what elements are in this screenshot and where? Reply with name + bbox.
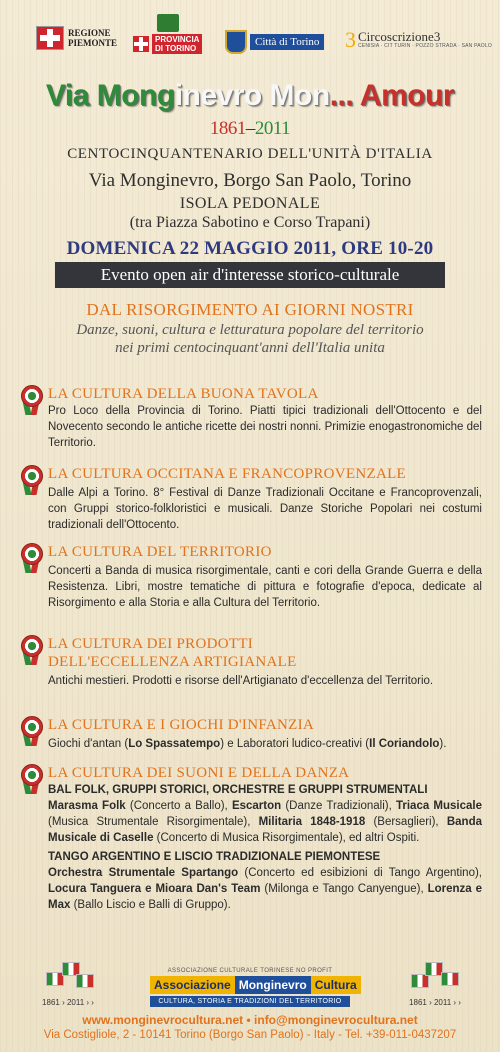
section-body: [48, 736, 482, 752]
intro-line6: DAL RISORGIMENTO AI GIORNI NOSTRI: [86, 300, 414, 319]
intro-line3: ISOLA PEDONALE: [179, 195, 321, 212]
association-logo: [150, 968, 357, 1018]
section-title: LA CULTURA E I GIOCHI D'INFANZIA: [48, 717, 315, 733]
section-body: Pro Loco della Provincia di Torino. Piatti tipici tradizionali dell'Ottocento e del Novecento secondo le antiche ricette dei nostri nonni. Primizie enogastronomiche del Territorio.: [48, 405, 482, 449]
performer-name: Orchestra Strumentale Spartango: [48, 867, 239, 879]
provincia-torino-logo: [133, 14, 202, 54]
intro-line1: CENTOCINQUANTENARIO DELL'UNITÀ D'ITALIA: [67, 146, 433, 162]
section-title-line2: DELL'ECCELLENZA ARTIGIANALE: [48, 654, 297, 670]
performer-description: (Concerto a Ballo),: [125, 800, 232, 812]
title-part-green: Via Mong: [45, 79, 175, 112]
citta-torino-logo: [225, 30, 324, 54]
performer-description: (Musica Strumentale Risorgimentale),: [48, 816, 259, 828]
text-run: Giochi d'antan (: [48, 738, 129, 750]
intro-line2: Via Monginevro, Borgo San Paolo, Torino: [88, 170, 412, 191]
performer-name: Marasma Folk: [48, 800, 126, 812]
subsection-heading: TANGO ARGENTINO E LISCIO TRADIZIONALE PIEMONTESE: [48, 851, 381, 863]
address-line: Via Costigliole, 2 - 10141 Torino (Borgo San Paolo) - Italy - Tel. +39-011-0437207: [43, 1029, 457, 1041]
cockade-icon: [20, 635, 42, 665]
text-run-bold: Il Coriandolo: [369, 738, 440, 750]
performer-name: Lorenza e Max: [48, 883, 483, 911]
header-logos: [0, 12, 500, 56]
section-body: Dalle Alpi a Torino. 8° Festival di Danze Tradizionali Occitane e Francoprovenzali, con Gruppi storico-folkloristici e musicali. Danze Storiche Popolari nei costumi tradizionali dell'Ottocento.: [48, 487, 482, 531]
torino-shield-icon: [225, 30, 247, 54]
text-run-bold: Lo Spassatempo: [128, 738, 221, 750]
flags-right: [405, 958, 465, 1008]
performer-name: Locura Tanguera e Mioara Dan's Team: [48, 883, 261, 895]
performer-name: Escarton: [231, 800, 282, 812]
intro-line8: nei primi centocinquant'anni dell'Italia unita: [115, 340, 385, 356]
association-tagline: CULTURA, STORIA E TRADIZIONI DEL TERRITORIO: [150, 996, 350, 1007]
section-title: LA CULTURA DELLA BUONA TAVOLA: [48, 386, 319, 402]
association-pre: ASSOCIAZIONE CULTURALE TORINESE NO PROFIT: [167, 968, 333, 974]
year-end: 2011: [254, 118, 291, 139]
circoscrizione-mark-icon: 3: [345, 27, 356, 52]
provincia-flag-icon: [133, 36, 149, 52]
cockade-icon: [20, 716, 42, 746]
cockade-icon: [20, 764, 42, 794]
title-part-red: ... Amour: [329, 79, 455, 112]
years: [0, 118, 500, 140]
regione-piemonte-logo: [36, 26, 117, 50]
flag-icon: [76, 974, 94, 988]
section-title: [48, 635, 488, 671]
provincia-line1: PROVINCIA: [155, 35, 200, 44]
flag-caption: 1861 › 2011 › ›: [409, 998, 461, 1007]
year-separator: –: [245, 118, 255, 139]
year-start: 1861: [209, 118, 246, 139]
performer-description: (Concerto di Musica Risorgimentale), ed altri Ospiti.: [153, 832, 420, 844]
association-word1: Associazione: [150, 976, 235, 994]
citta-label: Città di Torino: [250, 34, 324, 50]
performer-description: (Ballo Liscio e Balli di Gruppo).: [70, 899, 231, 911]
provincia-line2: DI TORINO: [155, 44, 197, 53]
circoscrizione-logo: [345, 27, 492, 52]
flags-left: [38, 958, 98, 1008]
section-body: [48, 782, 482, 913]
subsection-heading: BAL FOLK, GRUPPI STORICI, ORCHESTRE E GRUPPI STRUMENTALI: [48, 784, 428, 796]
performers-paragraph-2: [48, 865, 482, 913]
circoscrizione-label: Circoscrizione: [358, 29, 434, 44]
regione-line1: REGIONE: [68, 28, 111, 38]
flag-icon: [411, 974, 429, 988]
cockade-icon: [20, 385, 42, 415]
association-word3: Cultura: [311, 976, 361, 994]
performer-name: Triaca Musicale: [395, 800, 482, 812]
cockade-icon: [20, 465, 42, 495]
contacts-line[interactable]: www.monginevrocultura.net • info@monginevrocultura.net: [82, 1013, 418, 1027]
performer-name: Militaria 1848-1918: [258, 816, 366, 828]
section-title-line1: LA CULTURA DEI PRODOTTI: [48, 636, 254, 652]
performers-paragraph-1: [48, 798, 482, 846]
performer-description: (Danze Tradizionali),: [281, 800, 396, 812]
performer-description: (Milonga e Tango Canyengue),: [260, 883, 428, 895]
intro-line4: (tra Piazza Sabotino e Corso Trapani): [129, 214, 371, 231]
flag-caption: 1861 › 2011 › ›: [42, 998, 94, 1007]
section-title: LA CULTURA OCCITANA E FRANCOPROVENZALE: [48, 466, 407, 482]
text-run: ).: [439, 738, 447, 750]
section-title: LA CULTURA DEI SUONI E DELLA DANZA: [48, 765, 350, 781]
intro-line7: Danze, suoni, cultura e letturatura popolare del territorio: [76, 322, 424, 338]
circoscrizione-subtitle: CENISIA · CIT TURIN · POZZO STRADA · SAN PAOLO: [358, 43, 492, 49]
circoscrizione-number: 3: [433, 29, 441, 44]
piemonte-flag-icon: [36, 26, 64, 50]
provincia-crest-icon: [157, 14, 179, 32]
section-body: Antichi mestieri. Prodotti e risorse dell'Artigianato d'eccellenza del Territorio.: [48, 675, 434, 687]
event-banner: Evento open air d'interesse storico-culturale: [55, 262, 445, 288]
flag-icon: [441, 972, 459, 986]
performer-description: (Bersaglieri),: [365, 816, 447, 828]
performer-name: Banda Musicale di Caselle: [48, 816, 482, 844]
performer-description: (Concerto ed esibizioni di Tango Argentino),: [238, 867, 482, 879]
regione-line2: PIEMONTE: [68, 38, 118, 48]
text-run: ) e Laboratori ludico-creativi (: [220, 738, 370, 750]
cockade-icon: [20, 543, 42, 573]
association-word2: Monginevro: [235, 976, 311, 994]
section-title: LA CULTURA DEL TERRITORIO: [48, 544, 272, 560]
event-date: DOMENICA 22 MAGGIO 2011, ORE 10-20: [66, 238, 434, 259]
title-part-white: inevro Mon: [174, 79, 330, 112]
main-title: [0, 78, 500, 114]
section-body: Concerti a Banda di musica risorgimentale, canti e cori della Grande Guerra e della Resistenza. Libri, mostre tematiche di pittura e fotografie d'epoca, dedicate al Risorgimento e alla Storia e alla Cultura del Territorio.: [48, 565, 482, 609]
